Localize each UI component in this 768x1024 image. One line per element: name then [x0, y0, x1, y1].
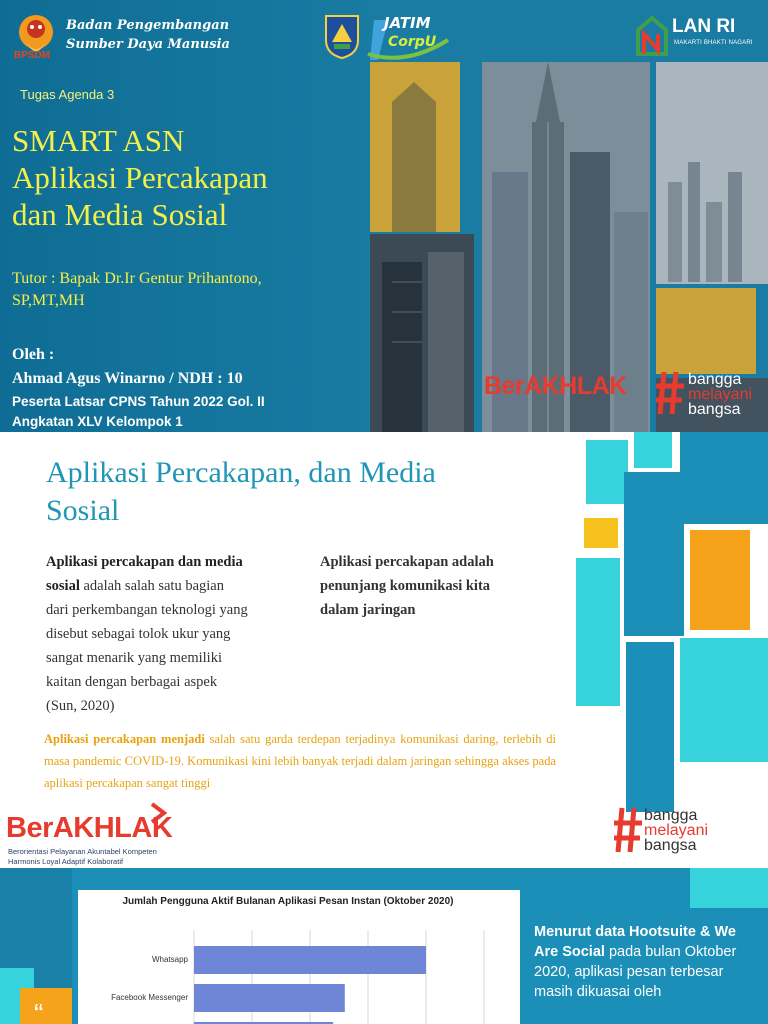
bpsdm-name-line2: Sumber Daya Manusia [66, 37, 230, 52]
left-line: disebut sebagai tolok ukur yang [46, 626, 231, 642]
source-rest: pada bulan Oktober 2020, aplikasi pesan terbesar masih dikuasai oleh [534, 944, 737, 1000]
right-line: Aplikasi percakapan adalah [320, 554, 494, 570]
tutor-line2: SP,MT,MH [12, 292, 85, 309]
content-title-line2: Sosial [46, 494, 120, 527]
hashtag-icon [612, 806, 644, 854]
left-line: sangat menarik yang memiliki [46, 650, 222, 666]
slide-title-line1: SMART ASN [12, 123, 185, 158]
left-line: kaitan dengan berbagai aspek [46, 674, 218, 690]
left-bold-2: sosial [46, 578, 80, 594]
highlight-bold: Aplikasi percakapan menjadi [44, 732, 205, 746]
jatim-crest-icon [322, 12, 362, 60]
participant-line1: Peserta Latsar CPNS Tahun 2022 Gol. II [12, 394, 265, 409]
berakhlak-tagline-line2: Harmonis Loyal Adaptif Kolaboratif [8, 857, 124, 866]
bangga-word: bangga [644, 807, 698, 824]
oleh-label: Oleh : [12, 346, 55, 363]
left-bold-1: Aplikasi percakapan dan media [46, 554, 243, 570]
content-slide-title [46, 454, 546, 530]
chart-bar-facebook-messenger [194, 984, 345, 1012]
content-slide [0, 432, 768, 868]
slide-title-line3: dan Media Sosial [12, 197, 228, 232]
bangga-melayani-bangsa-logo [688, 372, 752, 417]
melayani-word: melayani [644, 822, 709, 839]
berakhlak-logo: BerAKHLAK [6, 812, 173, 844]
lanri-title: LAN RI [672, 16, 736, 37]
right-paragraph [320, 550, 540, 622]
corpu-wordmark: CorpU [388, 34, 437, 50]
left-paragraph [46, 550, 296, 718]
berakhlak-tagline [8, 847, 188, 867]
participant-info [12, 392, 332, 432]
author-name: Ahmad Agus Winarno / NDH : 10 [12, 370, 243, 387]
content-title-line1: Aplikasi Percakapan, dan Media [46, 456, 436, 489]
bpsdm-abbr: BPSDM [14, 50, 51, 61]
left-rest-1: adalah salah satu bagian [79, 578, 224, 594]
chevron-right-icon [146, 802, 170, 824]
lanri-subtitle: MAKARTI BHAKTI NAGARI [674, 40, 753, 46]
bangga-melayani-bangsa-logo [644, 808, 708, 853]
highlight-paragraph [44, 728, 556, 794]
berakhlak-logo: BerAKHLAK [484, 372, 627, 400]
bpsdm-name [66, 16, 230, 54]
tutor-line1: Tutor : Bapak Dr.Ir Gentur Prihantono, [12, 270, 262, 287]
participant-line2: Angkatan XLV Kelompok 1 [12, 414, 183, 429]
highlight-rest: salah satu garda terdepan terjadinya komunikasi daring, terlebih di masa pandemic COVID-19. Komunikasi kini lebih banyak terjadi dalam jaringan sehingga akses pada aplikasi percakapan sangat tinggi [44, 732, 556, 790]
bpsdm-name-line1: Badan Pengembangan [66, 18, 230, 33]
left-line: dari perkembangan teknologi yang [46, 602, 248, 618]
chart-title: Jumlah Pengguna Aktif Bulanan Aplikasi Pesan Instan (Oktober 2020) [122, 896, 454, 907]
chart-bar-whatsapp [194, 946, 426, 974]
source-text [534, 922, 760, 1002]
bangga-word: bangga [688, 371, 742, 388]
agenda-label: Tugas Agenda 3 [20, 87, 115, 102]
chart-category-label: Whatsapp [151, 955, 188, 964]
slide-title [12, 122, 342, 233]
tutor-text [12, 268, 332, 312]
left-citation: (Sun, 2020) [46, 698, 115, 714]
decorative-panels [560, 432, 768, 868]
bangsa-word: bangsa [688, 401, 741, 418]
source-bold: Menurut data Hootsuite & We Are Social [534, 924, 736, 960]
hashtag-icon [654, 370, 686, 416]
berakhlak-tagline-line1: Berorientasi Pelayanan Akuntabel Kompeten [8, 847, 157, 856]
data-slide [0, 868, 768, 1024]
melayani-word: melayani [688, 386, 753, 403]
right-line: penunjang komunikasi kita [320, 578, 491, 594]
slide-title-line2: Aplikasi Percakapan [12, 160, 268, 195]
chart-category-label: Facebook Messenger [111, 993, 188, 1002]
title-slide [0, 0, 768, 432]
jatim-wordmark: JATIM [384, 14, 431, 32]
right-line: dalam jaringan [320, 602, 416, 618]
quote-icon: “ [34, 998, 44, 1024]
bar-chart [78, 890, 520, 1024]
bangsa-word: bangsa [644, 837, 697, 854]
